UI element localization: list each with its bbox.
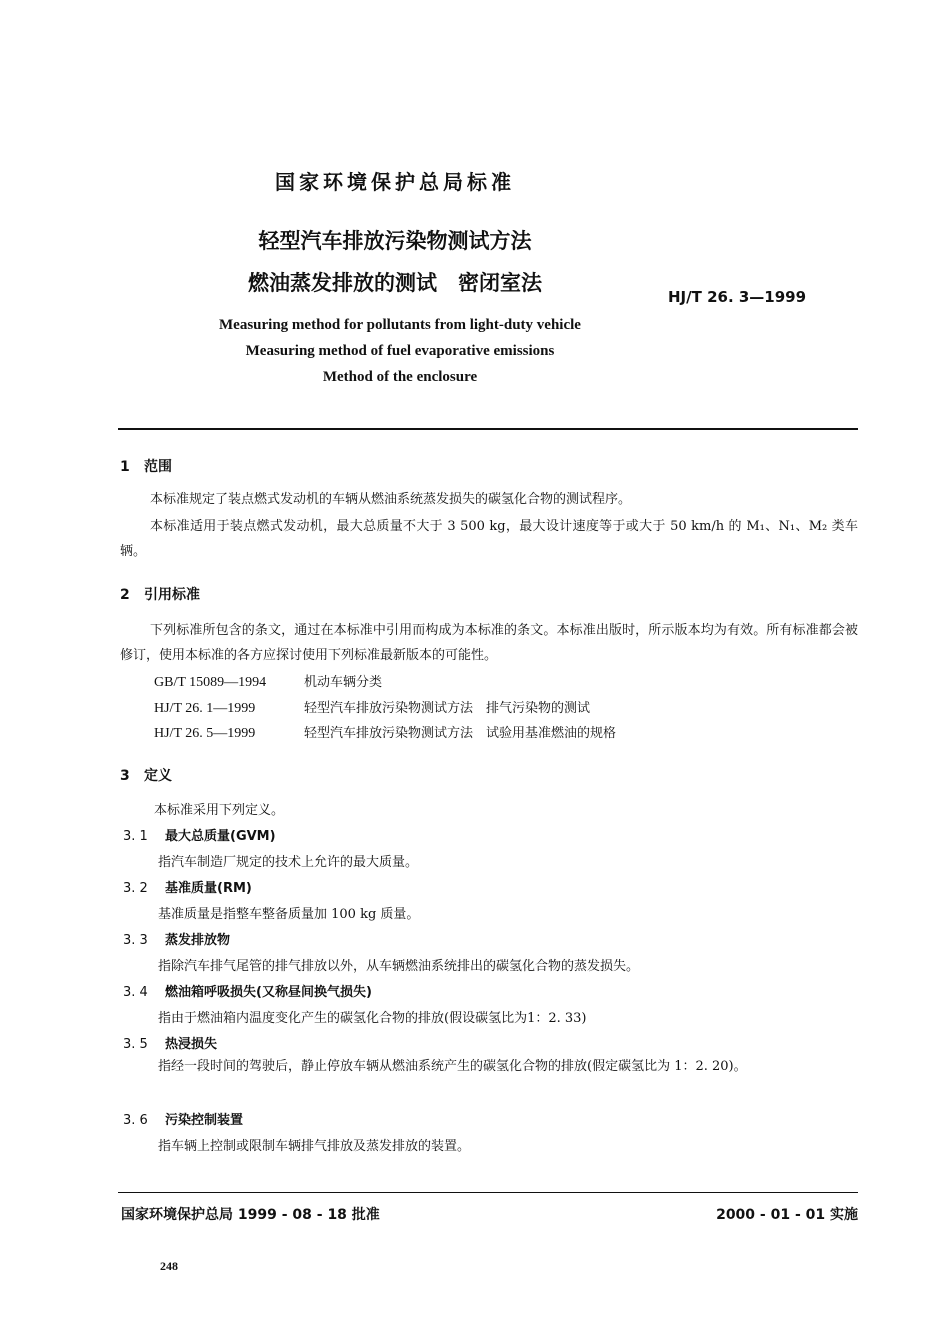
section-number: 2 <box>120 587 130 603</box>
definition-term-text: 蒸发排放物 <box>165 933 231 948</box>
title-line-2: 燃油蒸发排放的测试 密闭室法 <box>248 271 542 295</box>
section-2-paragraph-1: 下列标准所包含的条文，通过在本标准中引用而构成为本标准的条文。本标准出版时，所示版本均为有效。所有标准都会被修订，使用本标准的各方应探讨使用下列标准最新版本的可能性。 <box>120 623 858 663</box>
standard-number: HJ/T 26. 3—1999 <box>668 288 807 306</box>
section-1-paragraph-2: 本标准适用于装点燃式发动机，最大总质量不大于 3 500 kg，最大设计速度等于或大于 50 km/h 的 M₁、N₁、M₂ 类车辆。 <box>120 519 858 559</box>
section-title: 范围 <box>144 459 172 475</box>
definition-term <box>123 929 230 948</box>
definition-number: 3. 4 <box>123 985 148 1000</box>
definition-body: 指由于燃油箱内温度变化产生的碳氢化合物的排放(假设碳氢比为1：2. 33) <box>158 1011 587 1026</box>
issuer-heading: 国家环境保护总局标准 <box>275 170 515 194</box>
definition-body: 指车辆上控制或限制车辆排气排放及蒸发排放的装置。 <box>158 1139 471 1154</box>
reference-item <box>154 722 616 742</box>
definition-number: 3. 3 <box>123 933 148 948</box>
section-3-heading <box>120 765 172 785</box>
definition-number: 3. 6 <box>123 1113 148 1128</box>
definition-term-text: 燃油箱呼吸损失(又称昼间换气损失) <box>165 985 372 1000</box>
definition-number: 3. 5 <box>123 1037 148 1052</box>
section-1-heading <box>120 456 172 476</box>
definition-term-text: 最大总质量(GVM) <box>165 829 276 844</box>
reference-name: 轻型汽车排放污染物测试方法 排气污染物的测试 <box>304 701 591 716</box>
section-3-intro: 本标准采用下列定义。 <box>154 803 285 818</box>
definition-body: 指除汽车排气尾管的排气排放以外，从车辆燃油系统排出的碳氢化合物的蒸发损失。 <box>158 959 640 974</box>
definition-number: 3. 2 <box>123 881 148 896</box>
section-title: 引用标准 <box>144 587 200 603</box>
definition-body: 基准质量是指整车整备质量加 100 kg 质量。 <box>158 907 420 922</box>
definition-term <box>123 1033 217 1052</box>
english-title-line-1: Measuring method for pollutants from light-duty vehicle <box>219 317 581 333</box>
effective-date: 2000 - 01 - 01 实施 <box>716 1207 858 1223</box>
definition-number: 3. 1 <box>123 829 148 844</box>
english-title-line-3: Method of the enclosure <box>322 369 478 385</box>
section-title: 定义 <box>144 768 172 784</box>
definition-term-text: 基准质量(RM) <box>165 881 252 896</box>
definition-body: 指经一段时间的驾驶后，静止停放车辆从燃油系统产生的碳氢化合物的排放(假定碳氢比为 1：2. 20)。 <box>158 1059 747 1074</box>
reference-code: HJ/T 26. 1—1999 <box>154 701 256 716</box>
definition-body: 指汽车制造厂规定的技术上允许的最大质量。 <box>158 855 419 870</box>
reference-name: 轻型汽车排放污染物测试方法 试验用基准燃油的规格 <box>304 726 617 741</box>
approval-date: 国家环境保护总局 1999 - 08 - 18 批准 <box>121 1207 380 1223</box>
english-title-line-2: Measuring method of fuel evaporative emissions <box>245 343 555 359</box>
title-line-1: 轻型汽车排放污染物测试方法 <box>258 229 532 253</box>
reference-item <box>154 671 382 691</box>
page-number: 248 <box>160 1259 178 1273</box>
definition-term-text: 污染控制装置 <box>165 1113 244 1128</box>
section-1-paragraph-1: 本标准规定了装点燃式发动机的车辆从燃油系统蒸发损失的碳氢化合物的测试程序。 <box>150 492 632 507</box>
section-number: 3 <box>120 768 130 784</box>
reference-code: HJ/T 26. 5—1999 <box>154 726 256 741</box>
section-2-heading <box>120 584 200 604</box>
header-divider <box>118 428 858 430</box>
footer-divider <box>118 1192 858 1193</box>
definition-term <box>123 981 372 1000</box>
definition-term <box>123 1109 243 1128</box>
reference-item <box>154 697 590 717</box>
definition-term <box>123 877 252 896</box>
reference-name: 机动车辆分类 <box>304 675 383 690</box>
definition-term <box>123 825 276 844</box>
definition-term-text: 热浸损失 <box>165 1037 218 1052</box>
section-number: 1 <box>120 459 130 475</box>
reference-code: GB/T 15089—1994 <box>154 675 267 690</box>
